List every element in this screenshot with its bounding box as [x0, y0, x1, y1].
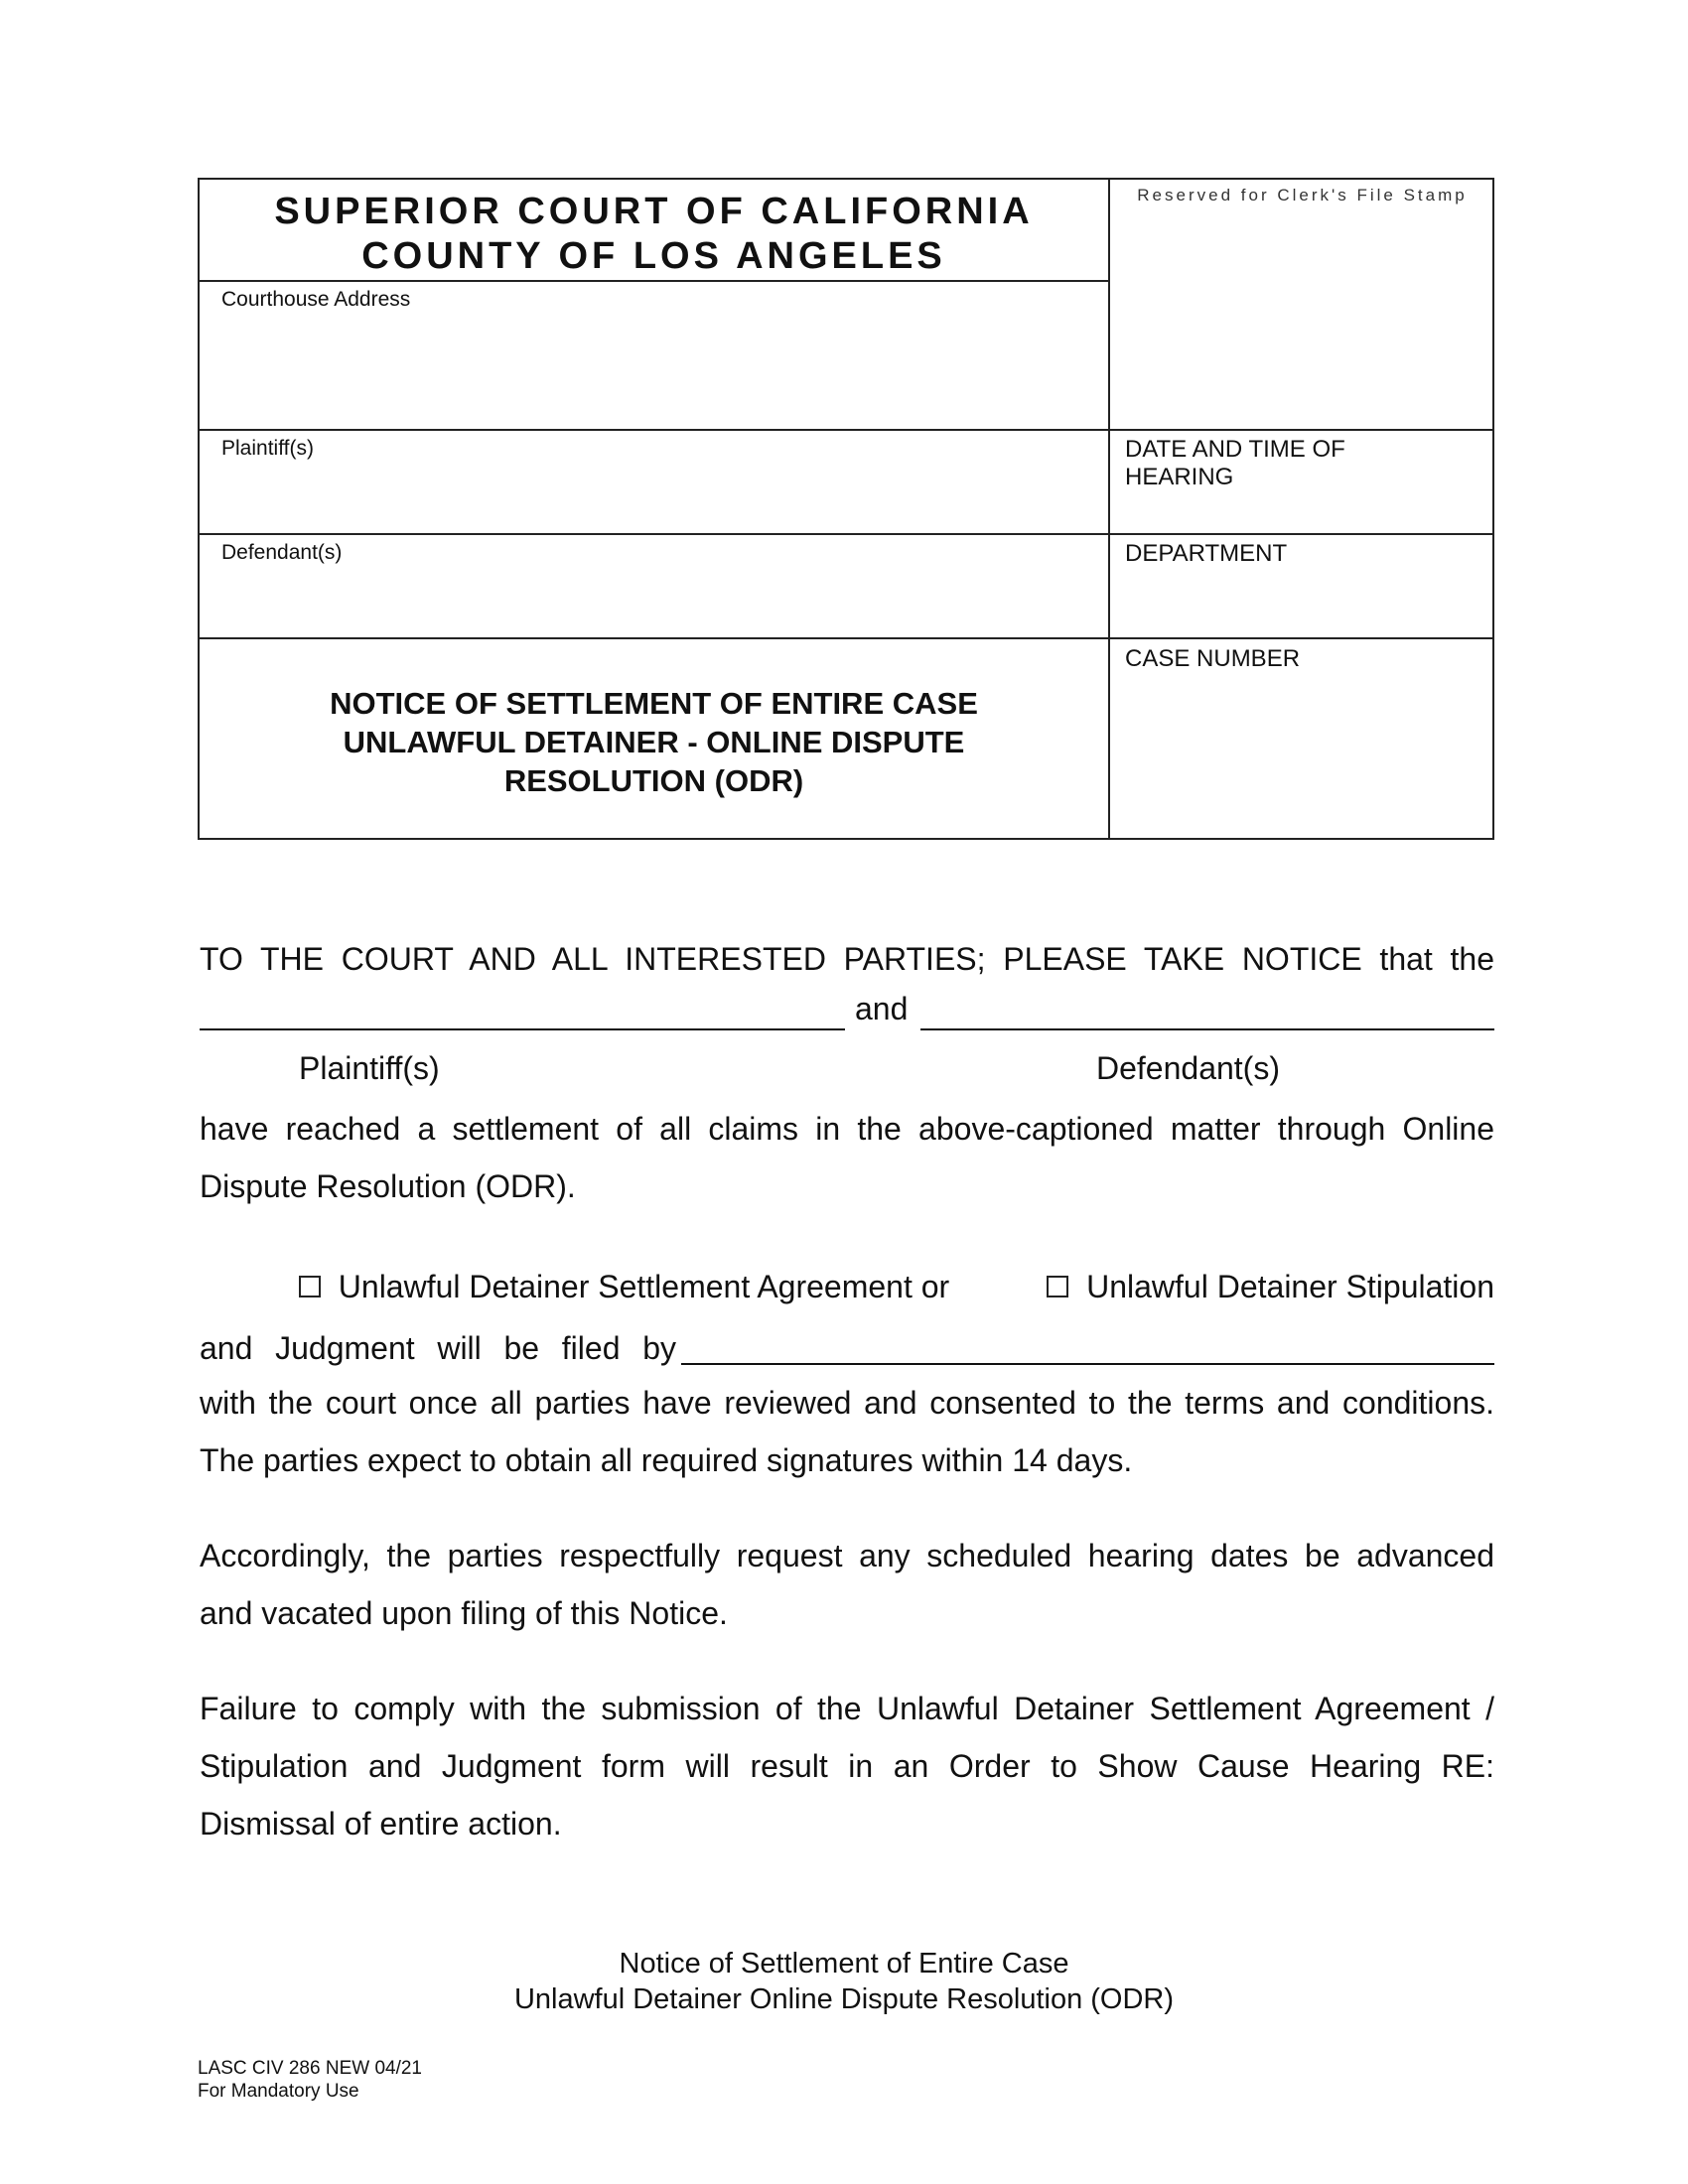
- clerk-stamp-label: Reserved for Clerk's File Stamp: [1137, 186, 1468, 205]
- form-number: LASC CIV 286 NEW 04/21: [198, 2058, 422, 2079]
- caption-box: [198, 178, 1494, 840]
- defendants-caption: Defendant(s): [1096, 1050, 1280, 1086]
- defendants-label: Defendant(s): [221, 541, 343, 564]
- plaintiff-divider: [200, 533, 1492, 535]
- department-label: DEPARTMENT: [1125, 540, 1288, 567]
- review-line2: The parties expect to obtain all required signatures within 14 days.: [200, 1442, 1133, 1478]
- notice-title-line2: UNLAWFUL DETAINER - ONLINE DISPUTE: [343, 725, 965, 759]
- court-name: [200, 190, 1108, 279]
- failure-line1: Failure to comply with the submission of the Unlawful Detainer Settlement Agreement /: [200, 1691, 1494, 1726]
- plaintiffs-label: Plaintiff(s): [221, 437, 314, 460]
- accordingly-line2: and vacated upon filing of this Notice.: [200, 1595, 728, 1631]
- hearing-label: [1125, 436, 1345, 491]
- failure-line3: Dismissal of entire action.: [200, 1806, 562, 1842]
- notice-title-line3: RESOLUTION (ODR): [503, 763, 804, 798]
- plaintiffs-caption: Plaintiff(s): [299, 1050, 440, 1086]
- title-divider: [200, 280, 1108, 282]
- settlement-line1: have reached a settlement of all claims in the above-captioned matter through Online: [200, 1111, 1494, 1147]
- checkbox-icon[interactable]: [1047, 1276, 1068, 1297]
- notice-title: [200, 684, 1108, 800]
- notice-title-line1: NOTICE OF SETTLEMENT OF ENTIRE CASE: [330, 686, 978, 721]
- courthouse-address-label: Courthouse Address: [221, 288, 411, 311]
- defendant-divider: [200, 637, 1492, 639]
- hearing-label-line2: HEARING: [1125, 464, 1234, 490]
- checkbox-icon[interactable]: [299, 1276, 321, 1297]
- footer-title-line2: Unlawful Detainer Online Dispute Resolution (ODR): [513, 1983, 1175, 2015]
- hearing-label-line1: DATE AND TIME OF: [1125, 436, 1345, 463]
- option2-label: Unlawful Detainer Stipulation: [1086, 1269, 1494, 1304]
- mandatory-use: For Mandatory Use: [198, 2081, 359, 2102]
- and-word: and: [855, 991, 909, 1026]
- footer-title-line1: Notice of Settlement of Entire Case: [619, 1948, 1069, 1979]
- court-name-line1: SUPERIOR COURT OF CALIFORNIA: [274, 191, 1034, 232]
- option-settlement-agreement[interactable]: [299, 1263, 949, 1310]
- address-divider: [200, 429, 1492, 431]
- footer-title: [0, 1946, 1688, 2017]
- plaintiff-name-line[interactable]: [200, 1028, 845, 1030]
- failure-line2: Stipulation and Judgment form will result in an Order to Show Cause Hearing RE:: [200, 1748, 1494, 1784]
- filed-by-text: and Judgment will be filed by: [200, 1330, 676, 1366]
- notice-intro: TO THE COURT AND ALL INTERESTED PARTIES; PLEASE TAKE NOTICE that the: [200, 941, 1494, 977]
- option-stipulation[interactable]: [1047, 1263, 1494, 1310]
- case-number-label: CASE NUMBER: [1125, 645, 1301, 672]
- option1-label: Unlawful Detainer Settlement Agreement or: [338, 1269, 950, 1304]
- caption-divider: [1108, 180, 1110, 838]
- defendant-name-line[interactable]: [920, 1028, 1494, 1030]
- review-line1: with the court once all parties have reviewed and consented to the terms and conditions.: [200, 1385, 1494, 1421]
- settlement-line2: Dispute Resolution (ODR).: [200, 1168, 576, 1204]
- filing-options: [299, 1263, 1494, 1310]
- accordingly-line1: Accordingly, the parties respectfully request any scheduled hearing dates be advanced: [200, 1538, 1494, 1573]
- court-name-line2: COUNTY OF LOS ANGELES: [361, 235, 946, 277]
- filed-by-line[interactable]: [681, 1363, 1494, 1365]
